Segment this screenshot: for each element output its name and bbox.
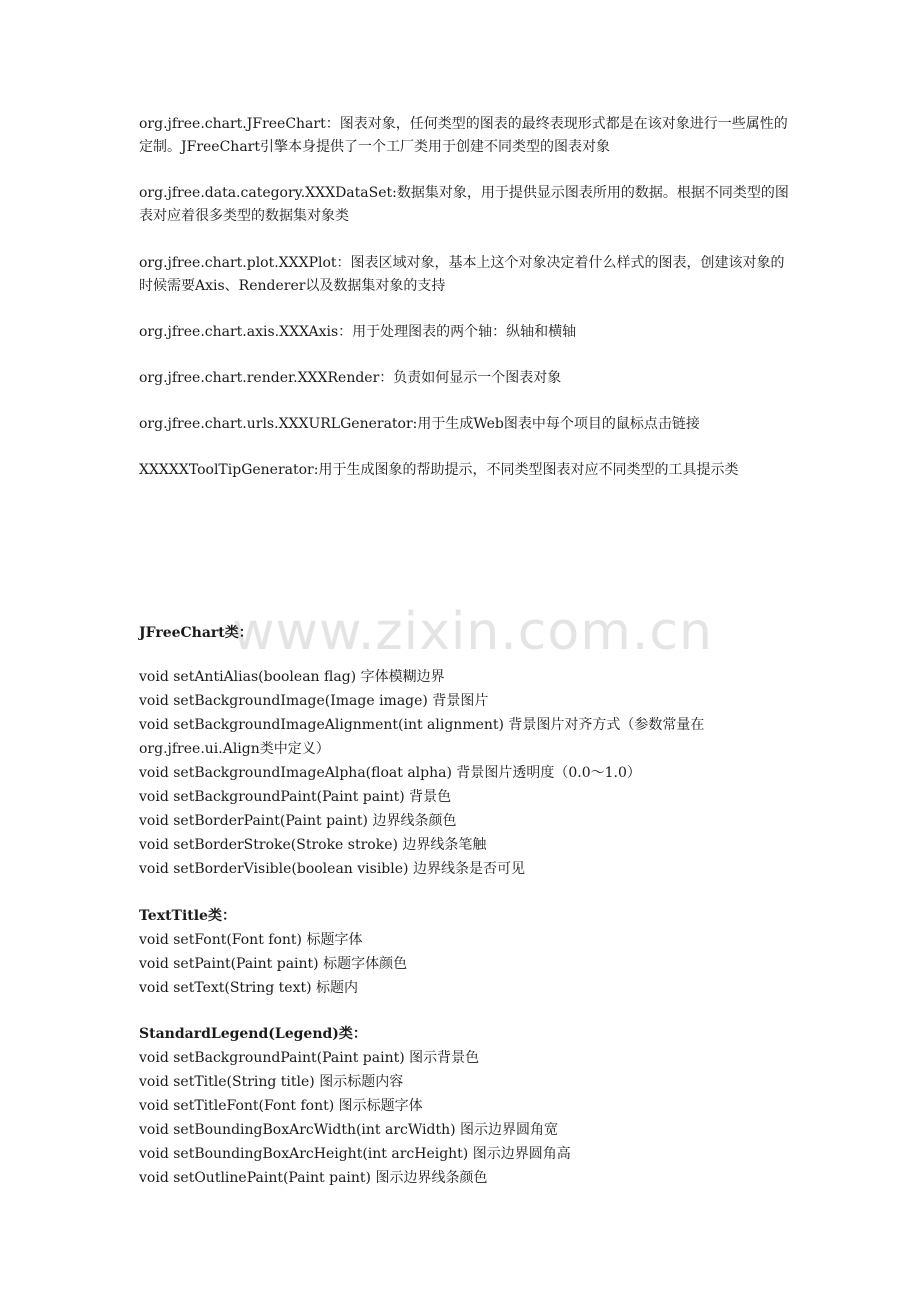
intro-paragraph-jfreechart: org.jfree.chart.JFreeChart：图表对象，任何类型的图表的最终表现形式都是在该对象进行一些属性的定制。JFreeChart引擎本身提供了一个工厂类用于创建不同类型的图表对象 [139, 116, 788, 155]
watermark: www.zixin.com.cn [232, 602, 713, 662]
method-item: void setBorderVisible(boolean visible) 边界线条是否可见 [139, 861, 525, 877]
intro-paragraph-axis: org.jfree.chart.axis.XXXAxis：用于处理图表的两个轴：纵轴和横轴 [139, 324, 577, 340]
method-item: void setBoundingBoxArcHeight(int arcHeight) 图示边界圆角高 [139, 1146, 571, 1162]
method-item: void setPaint(Paint paint) 标题字体颜色 [139, 956, 408, 972]
method-item: void setOutlinePaint(Paint paint) 图示边界线条颜色 [139, 1170, 488, 1186]
method-item: void setBackgroundImageAlignment(int alignment) 背景图片对齐方式（参数常量在org.jfree.ui.Align类中定义） [139, 717, 705, 757]
intro-paragraph-dataset: org.jfree.data.category.XXXDataSet:数据集对象，用于提供显示图表所用的数据。根据不同类型的图表对应着很多类型的数据集对象类 [139, 185, 789, 224]
method-item: void setText(String text) 标题内 [139, 980, 359, 996]
method-item: void setAntiAlias(boolean flag) 字体模糊边界 [139, 669, 445, 685]
method-item: void setFont(Font font) 标题字体 [139, 932, 363, 948]
method-item: void setBackgroundImageAlpha(float alpha) 背景图片透明度（0.0～1.0） [139, 765, 641, 781]
method-item: void setBackgroundImage(Image image) 背景图片 [139, 693, 489, 709]
method-list-standardlegend [139, 1046, 789, 1190]
intro-paragraph-tooltipgenerator: XXXXXToolTipGenerator:用于生成图象的帮助提示，不同类型图表对应不同类型的工具提示类 [139, 462, 739, 478]
intro-paragraph-urlgenerator: org.jfree.chart.urls.XXXURLGenerator:用于生成Web图表中每个项目的鼠标点击链接 [139, 416, 700, 432]
method-item: void setBorderPaint(Paint paint) 边界线条颜色 [139, 813, 457, 829]
method-list-texttitle [139, 928, 789, 1000]
section-heading-texttitle: TextTitle类： [139, 908, 236, 924]
section-heading-jfreechart: JFreeChart类： [139, 625, 253, 641]
method-item: void setTitleFont(Font font) 图示标题字体 [139, 1098, 423, 1114]
intro-paragraph-plot: org.jfree.chart.plot.XXXPlot：图表区域对象，基本上这个对象决定着什么样式的图表，创建该对象的时候需要Axis、Renderer以及数据集对象的支持 [139, 255, 785, 294]
method-list-jfreechart [139, 665, 789, 881]
method-item: void setBorderStroke(Stroke stroke) 边界线条笔触 [139, 837, 487, 853]
section-heading-standardlegend: StandardLegend(Legend)类： [139, 1026, 367, 1042]
method-item: void setBackgroundPaint(Paint paint) 背景色 [139, 789, 452, 805]
method-item: void setBackgroundPaint(Paint paint) 图示背景色 [139, 1050, 480, 1066]
method-item: void setTitle(String title) 图示标题内容 [139, 1074, 404, 1090]
method-item: void setBoundingBoxArcWidth(int arcWidth) 图示边界圆角宽 [139, 1122, 559, 1138]
intro-paragraph-render: org.jfree.chart.render.XXXRender：负责如何显示一个图表对象 [139, 370, 562, 386]
